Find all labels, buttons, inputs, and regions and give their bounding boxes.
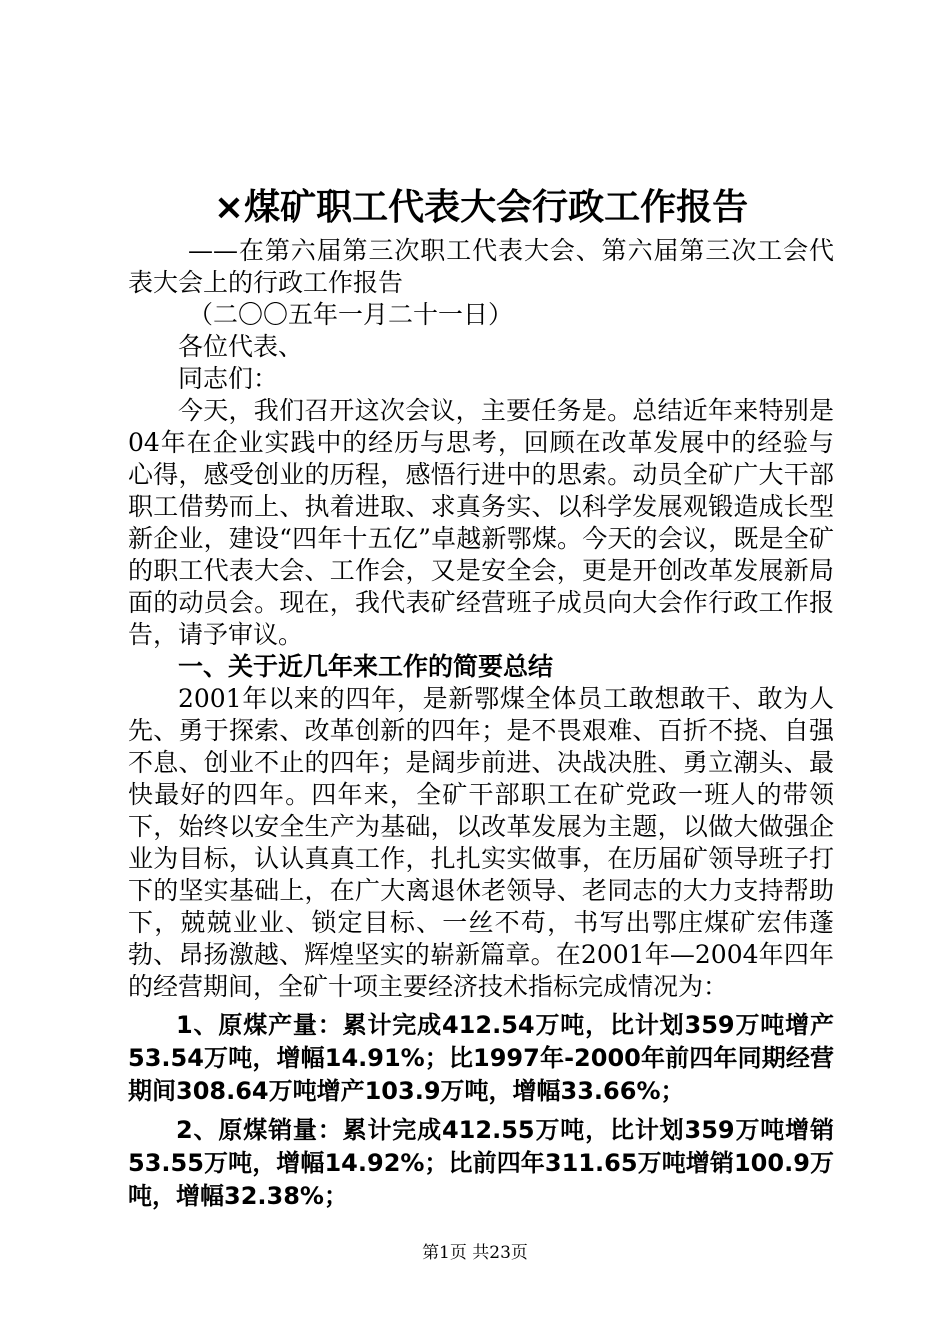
document-title: ×煤矿职工代表大会行政工作报告 bbox=[213, 187, 749, 228]
document-body bbox=[128, 185, 834, 1213]
salutation-representatives: 各位代表、 bbox=[178, 332, 304, 361]
section-heading: 一、关于近几年来工作的简要总结 bbox=[178, 652, 554, 681]
indicator-item: 2、原煤销量：累计完成412.55万吨，比计划359万吨增销53.55万吨，增幅14.92%；比前四年311.65万吨增销100.9万吨，增幅32.38%； bbox=[128, 1116, 834, 1210]
indicator-item: 1、原煤产量：累计完成412.54万吨，比计划359万吨增产53.54万吨，增幅14.91%；比1997年-2000年前四年同期经营期间308.64万吨增产103.9万吨，增幅33.66%； bbox=[128, 1011, 834, 1105]
document-subtitle: ——在第六届第三次职工代表大会、第六届第三次工会代表大会上的行政工作报告 bbox=[128, 236, 834, 297]
page-footer: 第1页 共23页 bbox=[422, 1243, 528, 1263]
document-date: （二〇〇五年一月二十一日） bbox=[188, 300, 514, 329]
section-paragraph: 2001年以来的四年，是新鄂煤全体员工敢想敢干、敢为人先、勇于探索、改革创新的四年；是不畏艰难、百折不挠、自强不息、创业不止的四年；是阔步前进、决战决胜、勇立潮头、最快最好的四年。四年来，全矿干部职工在矿党政一班人的带领下，始终以安全生产为基础，以改革发展为主题，以做大做强企业为目标，认认真真工作，扎扎实实做事，在历届矿领导班子打下的坚实基础上，在广大离退休老领导、老同志的大力支持帮助下，兢兢业业、锁定目标、一丝不苟，书写出鄂庄煤矿宏伟蓬勃、昂扬激越、辉煌坚实的崭新篇章。在2001年—2004年四年的经营期间，全矿十项主要经济技术指标完成情况为： bbox=[128, 684, 834, 1001]
salutation-comrades: 同志们： bbox=[178, 364, 279, 393]
intro-paragraph: 今天，我们召开这次会议，主要任务是。总结近年来特别是04年在企业实践中的经历与思考，回顾在改革发展中的经验与心得，感受创业的历程，感悟行进中的思索。动员全矿广大干部职工借势而上、执着进取、求真务实、以科学发展观锻造成长型新企业，建设“四年十五亿”卓越新鄂煤。今天的会议，既是全矿的职工代表大会、工作会，又是安全会，更是开创改革发展新局面的动员会。现在，我代表矿经营班子成员向大会作行政工作报告，请予审议。 bbox=[128, 396, 834, 649]
